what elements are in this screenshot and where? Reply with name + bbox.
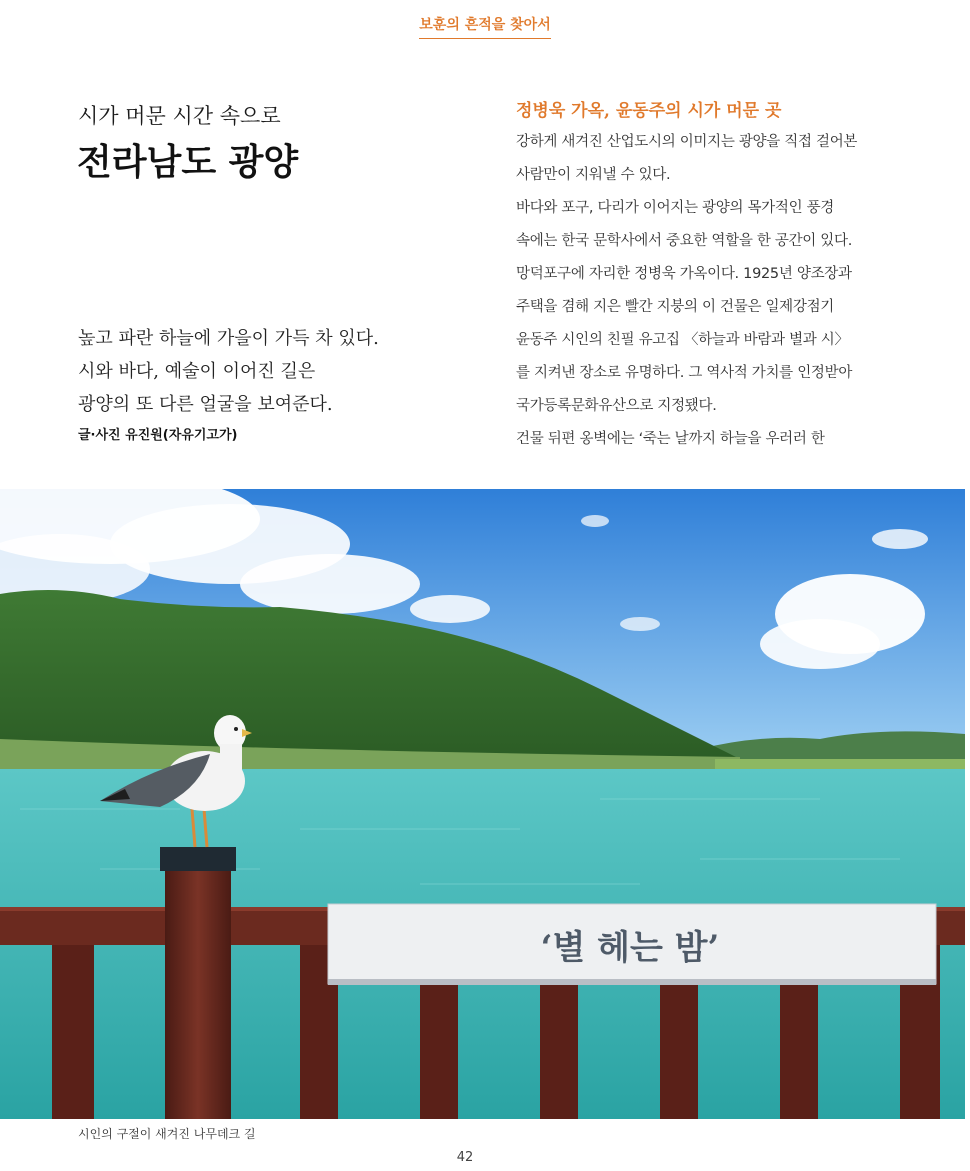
body-text bbox=[516, 126, 856, 456]
lead-line: 높고 파란 하늘에 가을이 가득 차 있다. bbox=[78, 328, 379, 349]
post-cap bbox=[160, 847, 236, 871]
body-line: 건물 뒤편 옹벽에는 ‘죽는 날까지 하늘을 우러러 한 bbox=[516, 431, 825, 447]
lead-line: 광양의 또 다른 얼굴을 보여준다. bbox=[78, 394, 333, 415]
landscape-photo bbox=[0, 489, 965, 1119]
section-label: 보훈의 흔적을 찾아서 bbox=[419, 14, 550, 39]
section-label-header bbox=[0, 14, 970, 39]
body-line: 윤동주 시인의 친필 유고집 〈하늘과 바람과 별과 시〉 bbox=[516, 332, 849, 348]
body-line: 강하게 새겨진 산업도시의 이미지는 광양을 직접 걸어본 bbox=[516, 134, 858, 150]
railing-post bbox=[165, 861, 231, 1119]
page-number: 42 bbox=[456, 1150, 474, 1165]
body-line: 망덕포구에 자리한 정병욱 가옥이다. 1925년 양조장과 bbox=[516, 266, 852, 282]
body-line: 사람만이 지워낼 수 있다. bbox=[516, 167, 671, 183]
photo-illustration bbox=[0, 489, 965, 1119]
body-line: 바다와 포구, 다리가 이어지는 광양의 목가적인 풍경 bbox=[516, 200, 835, 216]
article-title: 전라남도 광양 bbox=[77, 141, 299, 183]
lead-paragraph bbox=[78, 322, 408, 421]
poem-sign-text: ‘별 헤는 밤’ bbox=[540, 928, 720, 968]
byline: 글·사진 유진원(자유기고가) bbox=[78, 428, 238, 443]
lead-line: 시와 바다, 예술이 이어진 길은 bbox=[78, 361, 316, 382]
section-heading: 정병욱 가옥, 윤동주의 시가 머문 곳 bbox=[516, 101, 782, 121]
body-line: 주택을 겸해 지은 빨간 지붕의 이 건물은 일제강점기 bbox=[516, 299, 835, 315]
photo-caption: 시인의 구절이 새겨진 나무데크 길 bbox=[78, 1127, 256, 1141]
article-subtitle: 시가 머문 시간 속으로 bbox=[78, 104, 281, 128]
body-line: 속에는 한국 문학사에서 중요한 역할을 한 공간이 있다. bbox=[516, 233, 853, 249]
body-line: 국가등록문화유산으로 지정됐다. bbox=[516, 398, 717, 414]
body-line: 를 지켜낸 장소로 유명하다. 그 역사적 가치를 인정받아 bbox=[516, 365, 853, 381]
